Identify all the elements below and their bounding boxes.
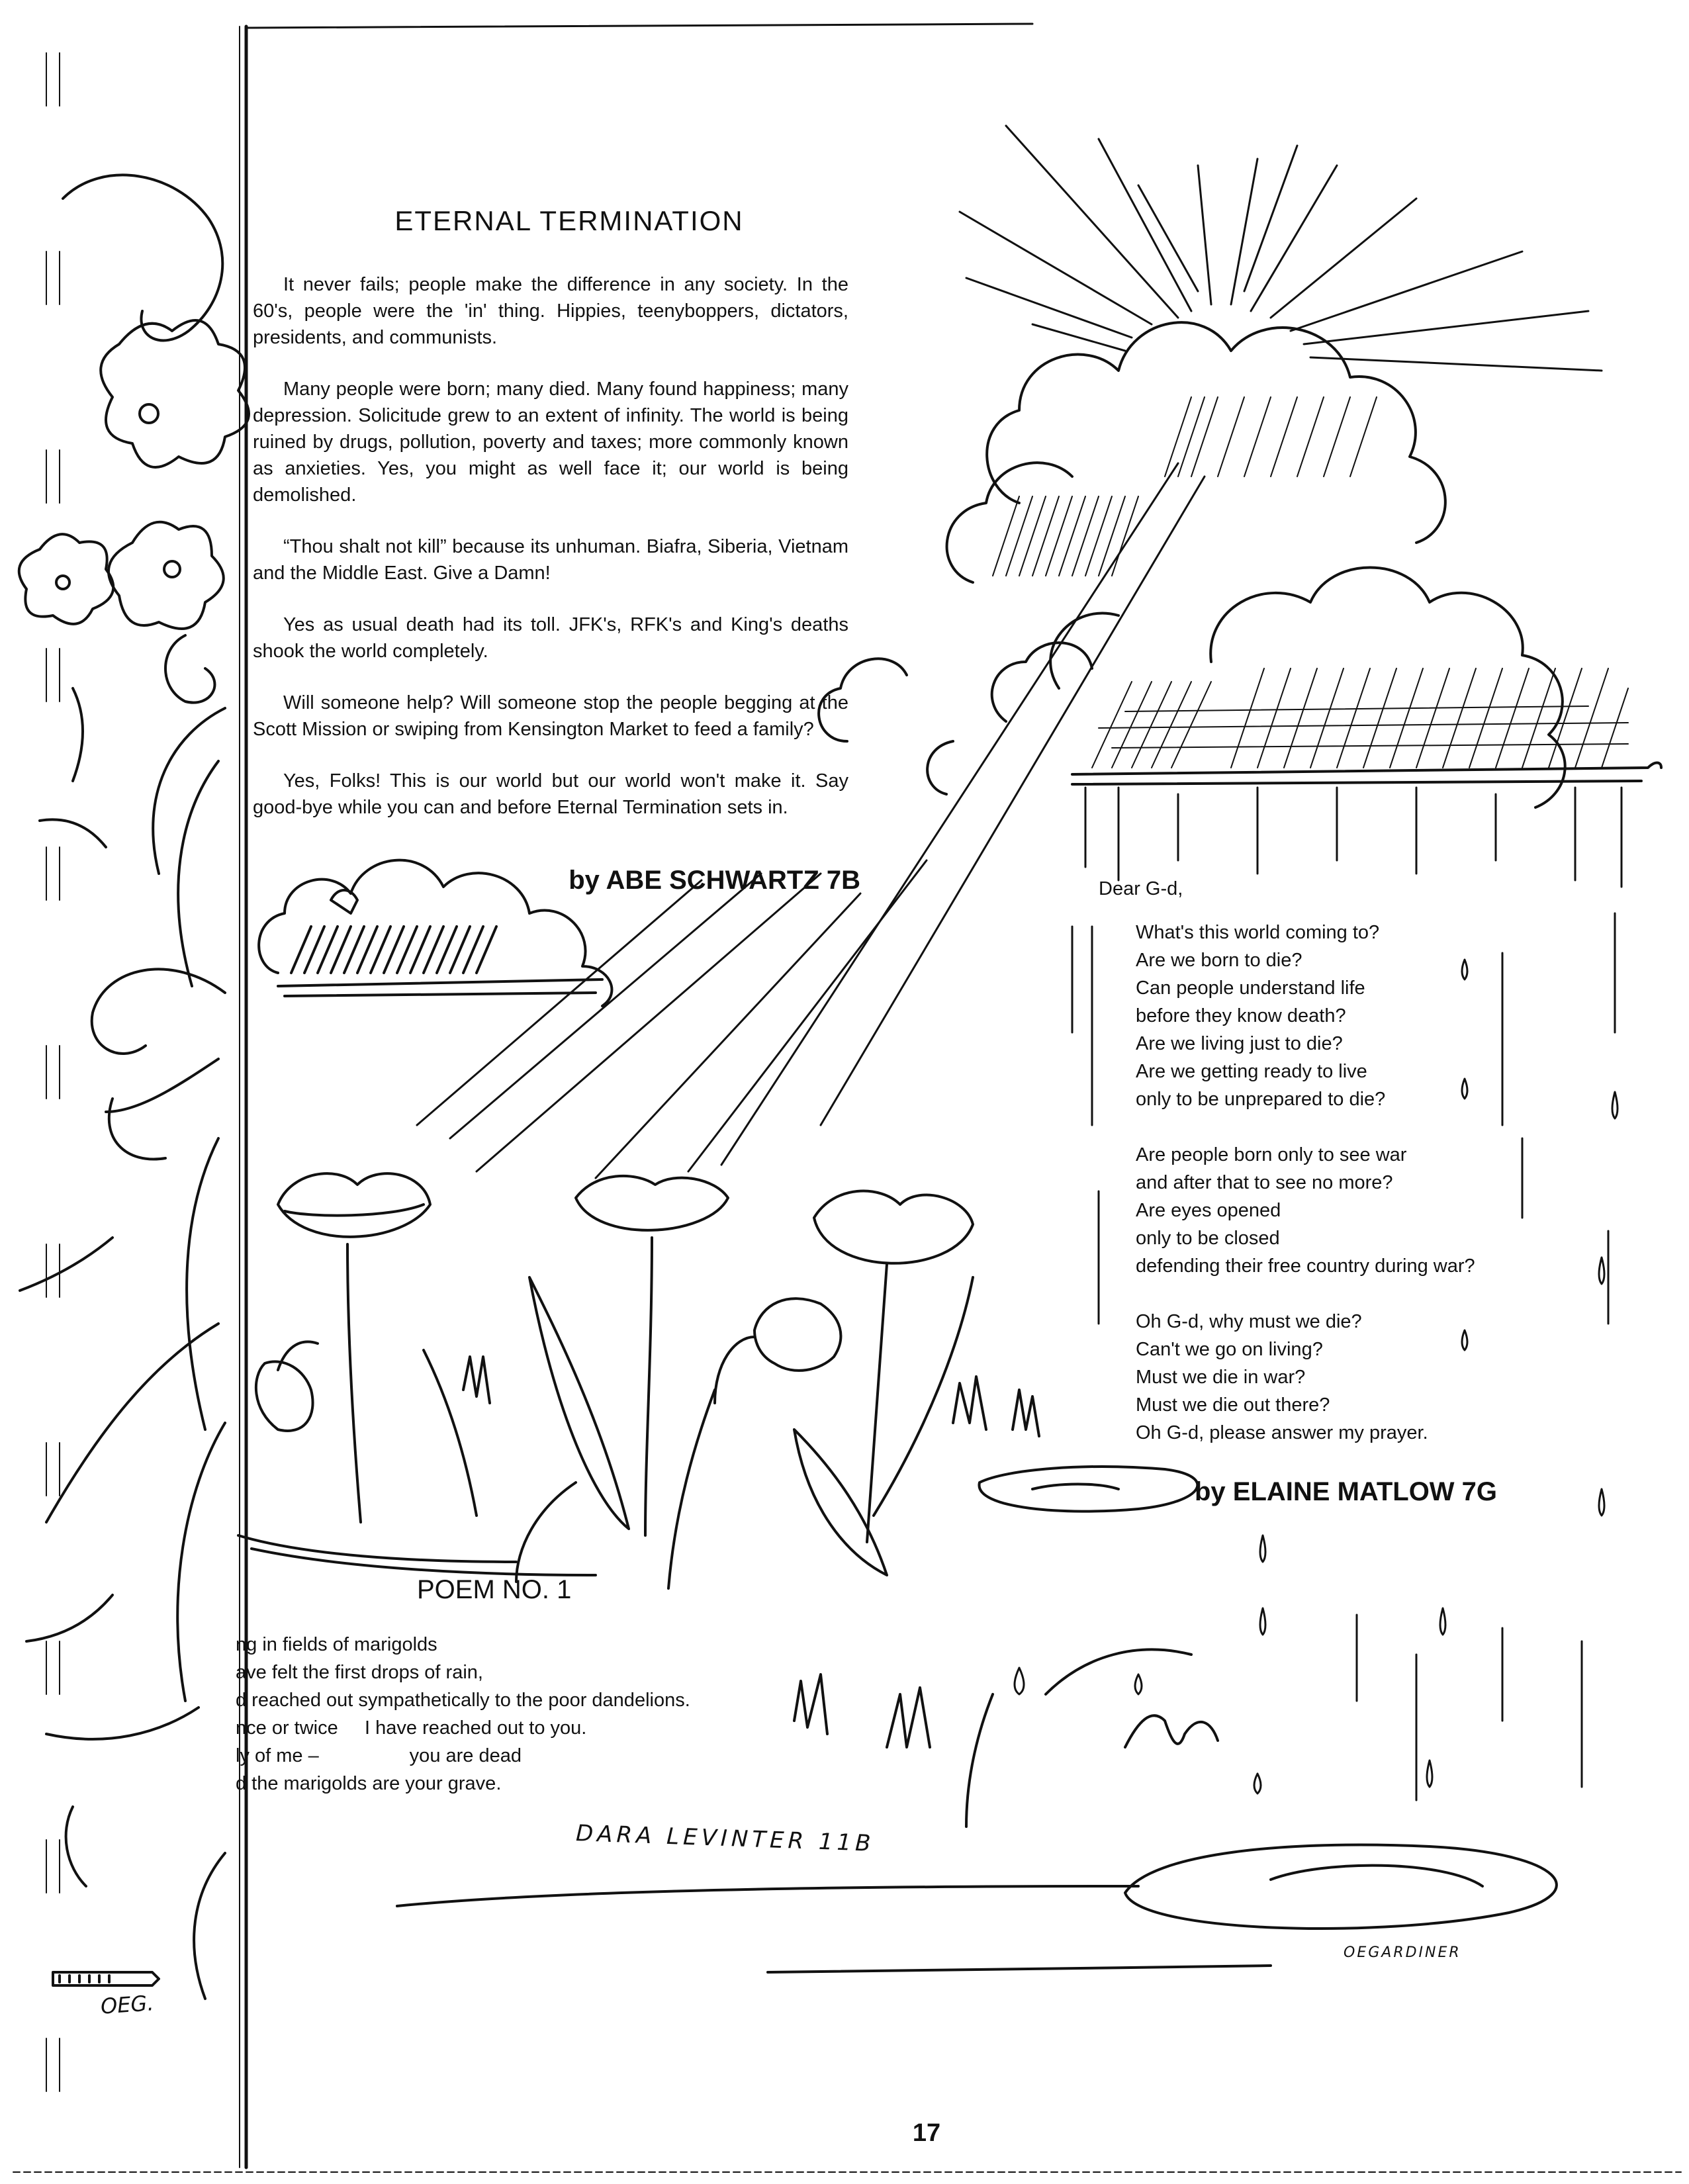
letter-byline: by ELAINE MATLOW 7G [1195, 1477, 1498, 1506]
margin-flowers [19, 175, 249, 1999]
artist-signature: OEGARDINER [1344, 1944, 1461, 1961]
cloud-hatching [993, 397, 1628, 768]
article-body [253, 271, 848, 846]
poem-author-signature: DARA LEVINTER 11B [575, 1820, 876, 1857]
letter-poem [1099, 875, 1562, 1475]
letter-line: Can't we go on living? [1136, 1339, 1323, 1360]
letter-line: Are we born to die? [1136, 950, 1302, 971]
poem-line: ng in fields of marigolds [236, 1634, 437, 1655]
letter-stanza [1136, 1141, 1562, 1280]
article-paragraph: “Thou shalt not kill” because its unhuman. Biafra, Siberia, Vietnam and the Middle East. Give a Damn! [253, 536, 848, 584]
letter-line: Oh G-d, please answer my prayer. [1136, 1422, 1428, 1443]
letter-line: defending their free country during war? [1136, 1255, 1475, 1277]
poem-line: nce or twice I have reached out to you. [236, 1717, 587, 1739]
letter-line: and after that to see no more? [1136, 1172, 1393, 1193]
poem-line: d reached out sympathetically to the poor dandelions. [236, 1690, 690, 1711]
letter-line: Must we die out there? [1136, 1394, 1330, 1416]
poem-line: d the marigolds are your grave. [236, 1773, 502, 1794]
article-paragraph: Many people were born; many died. Many found happiness; many depression. Solicitude grew to an extent of infinity. The world is being ruined by drugs, pollution, poverty and taxes; more commonly known as anxieties. Yes, you might as well face it; our world is being demolished. [253, 379, 848, 506]
article-paragraph: Yes, Folks! This is our world but our world won't make it. Say good-bye while you can and before Eternal Termination sets in. [253, 770, 848, 818]
letter-line: Are we getting ready to live [1136, 1061, 1367, 1082]
letter-line: Oh G-d, why must we die? [1136, 1311, 1362, 1332]
letter-line: Are we living just to die? [1136, 1033, 1343, 1054]
letter-line: Are eyes opened [1136, 1200, 1281, 1221]
letter-line: What's this world coming to? [1136, 922, 1380, 943]
poem-body [236, 1631, 818, 1797]
poem-line: ave felt the first drops of rain, [236, 1662, 483, 1683]
flowers [256, 1173, 1039, 1588]
letter-stanza [1136, 919, 1562, 1113]
sun-rays [960, 126, 1602, 371]
article-title: ETERNAL TERMINATION [394, 205, 744, 236]
page-number: 17 [912, 2119, 941, 2147]
letter-line: only to be closed [1136, 1228, 1280, 1249]
letter-line: Must we die in war? [1136, 1367, 1306, 1388]
letter-stanza [1136, 1308, 1562, 1447]
letter-line: only to be unprepared to die? [1136, 1089, 1386, 1110]
article-paragraph: Yes as usual death had its toll. JFK's, RFK's and King's deaths shook the world completely. [253, 614, 848, 662]
poem-line: ly of me – you are dead [236, 1745, 522, 1766]
letter-line: Are people born only to see war [1136, 1144, 1407, 1165]
storm-cloud [819, 322, 1661, 807]
article-paragraph: Will someone help? Will someone stop the people begging at the Scott Mission or swiping from Kensington Market to feed a family? [253, 692, 848, 740]
margin-signature: OEG. [99, 1990, 155, 2019]
article-byline: by ABE SCHWARTZ 7B [569, 866, 860, 895]
letter-line: Can people understand life [1136, 978, 1365, 999]
article-paragraph: It never fails; people make the difference in any society. In the 60's, people were the 'in' thing. Hippies, teenyboppers, dictators, presidents, and communists. [253, 274, 848, 348]
poem-title: POEM NO. 1 [417, 1575, 572, 1604]
letter-salutation: Dear G-d, [1099, 878, 1183, 899]
letter-line: before they know death? [1136, 1005, 1346, 1026]
